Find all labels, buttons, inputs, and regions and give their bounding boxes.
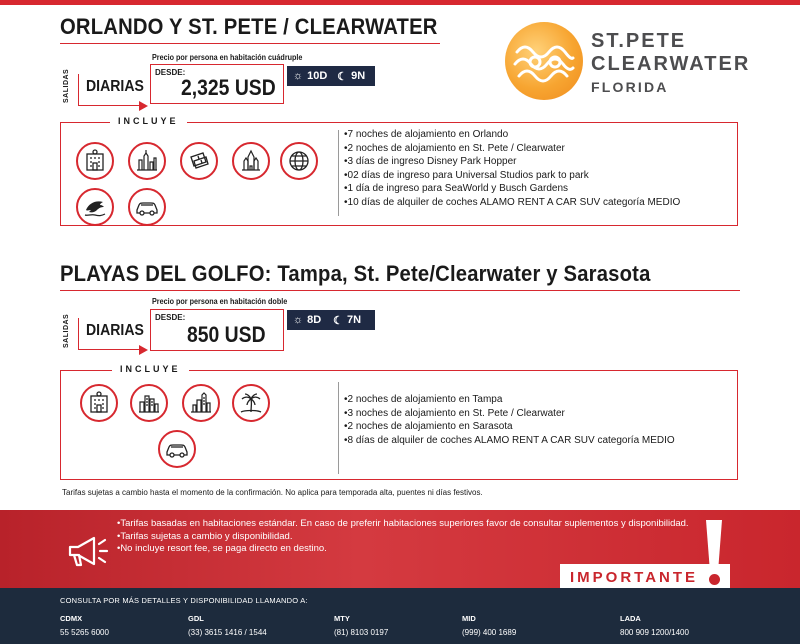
hotel-icon	[76, 142, 114, 180]
tarifas-disclaimer: Tarifas sujetas a cambio hasta el momento de la confirmación. No aplica para temporada alta, puentes ni días festivos.	[62, 488, 483, 497]
important-label: IMPORTANTE	[560, 564, 730, 590]
package2-desde-label: DESDE:	[155, 313, 186, 322]
package1-arrow-head	[139, 101, 148, 111]
package2-incluye-label: INCLUYE	[112, 364, 189, 374]
sun-icon: ☼	[293, 314, 304, 326]
package1-divider	[338, 130, 339, 216]
package1-bullet: •02 días de ingreso para Universal Studios park to park	[344, 169, 589, 181]
important-notes	[117, 518, 689, 556]
hotel-icon	[80, 384, 118, 422]
package2-bullet: •3 noches de alojamiento en St. Pete / Clearwater	[344, 407, 565, 419]
contact-city: MID	[462, 614, 476, 623]
package2-title-line	[60, 290, 740, 291]
logo-line-3: FLORIDA	[591, 79, 669, 95]
car-icon	[128, 188, 166, 226]
package2-nights: 7N	[347, 314, 362, 326]
downtown-icon	[182, 384, 220, 422]
package2-bullet: •2 noches de alojamiento en Sarasota	[344, 421, 513, 433]
logo-wordmark	[591, 30, 750, 97]
package2-duration-badge	[287, 310, 375, 330]
exclamation-dot	[709, 574, 720, 585]
sun-wave-logo-icon	[505, 22, 583, 100]
consulta-text: CONSULTA POR MÁS DETALLES Y DISPONIBILIDAD LLAMANDO A:	[60, 596, 308, 605]
megaphone-icon	[62, 527, 112, 577]
top-accent-bar	[0, 0, 800, 5]
package1-nights: 9N	[351, 70, 366, 82]
package1-price: 2,325 USD	[181, 75, 276, 100]
package2-price-caption: Precio por persona en habitación doble	[152, 297, 288, 306]
moon-icon: ☾	[337, 70, 348, 83]
city-theme-park-icon	[128, 142, 166, 180]
package1-price-caption: Precio por persona en habitación cuádruple	[152, 53, 303, 62]
sun-icon: ☼	[293, 70, 304, 82]
car-icon	[158, 430, 196, 468]
package1-bullets	[344, 128, 680, 210]
package1-bullet: •7 noches de alojamiento en Orlando	[344, 129, 509, 140]
package2-title: PLAYAS DEL GOLFO: Tampa, St. Pete/Clearwater y Sarasota	[60, 261, 651, 286]
contact-phone[interactable]: (999) 400 1689	[462, 628, 517, 637]
contact-city: GDL	[188, 614, 204, 623]
package2-bullet: •8 días de alquiler de coches ALAMO RENT A CAR SUV categoría MEDIO	[344, 434, 675, 446]
important-note: •No incluye resort fee, se paga directo en destino.	[117, 543, 327, 554]
package2-bullet: •2 noches de alojamiento en Tampa	[344, 394, 503, 405]
package1-price-box	[150, 64, 284, 104]
package1-diarias: DIARIAS	[86, 78, 144, 95]
tickets-icon	[180, 142, 218, 180]
package1-salidas-label: SALIDAS	[63, 68, 70, 103]
package1-bullet: •3 días de ingreso Disney Park Hopper	[344, 156, 517, 168]
contact-city: CDMX	[60, 614, 83, 623]
package1-bullet: •2 noches de alojamiento en St. Pete / Clearwater	[344, 142, 565, 154]
package1-incluye-label: INCLUYE	[110, 116, 187, 126]
package1-bullet: •1 día de ingreso para SeaWorld y Busch Gardens	[344, 183, 568, 195]
dolphin-icon	[76, 188, 114, 226]
contact-phone[interactable]: (81) 8103 0197	[334, 628, 389, 637]
package2-bullets	[344, 393, 675, 447]
logo-line-1: ST.PETE	[591, 30, 687, 52]
castle-icon	[232, 142, 270, 180]
package2-price: 850 USD	[187, 322, 266, 347]
palm-beach-icon	[232, 384, 270, 422]
moon-icon: ☾	[333, 314, 344, 327]
package2-price-box	[150, 309, 284, 351]
globe-icon	[280, 142, 318, 180]
package1-desde-label: DESDE:	[155, 68, 186, 77]
package2-divider	[338, 382, 339, 474]
contact-phone[interactable]: 55 5265 6000	[60, 628, 109, 637]
important-note: •Tarifas sujetas a cambio y disponibilidad.	[117, 530, 293, 542]
package2-arrow-head	[139, 345, 148, 355]
package1-title-line	[60, 43, 440, 44]
contact-city: LADA	[620, 614, 641, 623]
package1-duration-badge	[287, 66, 375, 86]
package2-salidas-label: SALIDAS	[63, 313, 70, 348]
city-skyline-icon	[130, 384, 168, 422]
contact-phone[interactable]: 800 909 1200/1400	[620, 628, 689, 637]
stpete-clearwater-logo	[505, 22, 751, 102]
contact-phone[interactable]: (33) 3615 1416 / 1544	[188, 628, 267, 637]
package1-bullet: •10 días de alquiler de coches ALAMO RENT A CAR SUV categoría MEDIO	[344, 196, 681, 208]
package2-diarias: DIARIAS	[86, 322, 144, 339]
contact-footer	[0, 588, 800, 644]
package1-title: ORLANDO Y ST. PETE / CLEARWATER	[60, 14, 438, 39]
contact-city: MTY	[334, 614, 350, 623]
package1-days: 10D	[307, 70, 328, 82]
logo-line-2: CLEARWATER	[591, 53, 751, 75]
package2-days: 8D	[307, 314, 322, 326]
important-note: •Tarifas basadas en habitaciones estándar. En caso de preferir habitaciones superiores favor de consultar suplementos y disponibilidad.	[117, 518, 689, 529]
